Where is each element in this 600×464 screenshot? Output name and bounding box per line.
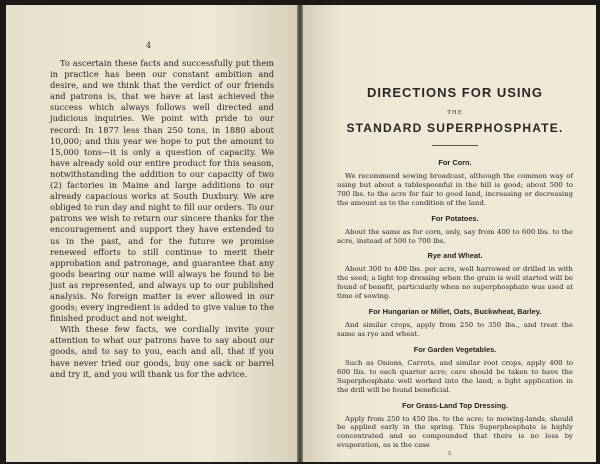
section-hungarian-millet	[337, 307, 573, 339]
left-paragraph-2: With these few facts, we cordially invite your attention to what our patrons have to say about our goods, and to say to you, each and all, that if you have never tried our goods, buy one sack or barrel and try it, and you will thank us for the advice.	[50, 324, 274, 379]
section-heading: For Hungarian or Millet, Oats, Buckwheat, Barley.	[368, 307, 542, 317]
section-heading: For Corn.	[438, 158, 472, 167]
section-body: And similar crops, apply from 250 to 350 lbs., and treat the same as rye and wheat.	[337, 321, 573, 338]
right-page-number: 5	[447, 451, 452, 457]
directions-content	[337, 85, 573, 456]
section-body: Such as Onions, Carrots, and similar root crops, apply 400 to 600 lbs. to each quarter acre; care should be taken to have the Superphosphate well worked into the land; a light application in the drill will be found beneficial.	[337, 358, 573, 394]
section-corn	[337, 158, 573, 208]
right-page	[303, 5, 596, 462]
left-body-text	[50, 58, 274, 380]
left-page-number: 4	[146, 41, 152, 50]
section-body: We recommend sowing broadcast, although the common way of using but about a tablespoonful in the hill is good; about 500 to 700 lbs. to the acre for fair to good land, increasing or decreasing the amount as to the condition of the land.	[337, 172, 573, 207]
section-garden-vegetables	[337, 345, 573, 395]
section-rye-wheat	[337, 251, 573, 301]
directions-title: DIRECTIONS FOR USING	[366, 85, 543, 100]
left-paragraph-1: To ascertain these facts and successfully put them in practice has been our constant ambition and desire, and we think that the verdict of our friends and patrons is, that we have at last achieved the success which always follows well directed and judicious inquiries. We point with pride to our record: In 1877 less than 250 tons, in 1880 about 10,000; and this year we hope to put the amount to 15,000 tons—it is only a question of capacity. We have already sold our entire product for this season, notwithstanding the addition to our capacity of two (2) factories in Maine and large additions to our already capacious works at South Duxbury. We are obliged to run day and night to fill our orders. To our patrons we wish to return our sincere thanks for the encouragement and support they have extended to us in the past, and for the future we promise renewed efforts to still continue to merit their approbation and patronage, and guarantee that any goods bearing our name will always be found to be just as represented, and always up to our published analysis. No foreign matter is ever allowed in our goods; every ingredient is added to give value to the finished product and not weight.	[50, 58, 274, 324]
section-heading: For Potatoes.	[431, 213, 479, 223]
section-body: About the same as for corn, only, say from 400 to 600 lbs. to the acre, instead of 500 to 700 lbs.	[337, 227, 573, 245]
section-heading: For Grass-Land Top Dressing.	[402, 400, 508, 410]
product-title: STANDARD SUPERPHOSPHATE.	[346, 121, 564, 135]
title-connector: THE	[447, 110, 463, 116]
section-grass-land	[337, 401, 573, 451]
title-divider	[432, 145, 478, 146]
section-body: Apply from 250 to 450 lbs. to the acre; to mowing-lands, should be applied early in the spring. This Superphosphate is highly concentrated and so compounded that there is no loss by evaporation, as is the case	[337, 414, 573, 450]
section-heading: For Garden Vegetables.	[413, 344, 497, 354]
section-body: About 300 to 400 lbs. per acre, well harrowed or drilled in with the seed; a light top dressing when the grain is well started will be found of benefit, particularly when no superphosphate was used at time of sowing.	[337, 265, 573, 301]
section-potatoes	[337, 214, 573, 246]
left-page	[6, 5, 297, 462]
section-heading: Rye and Wheat.	[427, 251, 483, 261]
